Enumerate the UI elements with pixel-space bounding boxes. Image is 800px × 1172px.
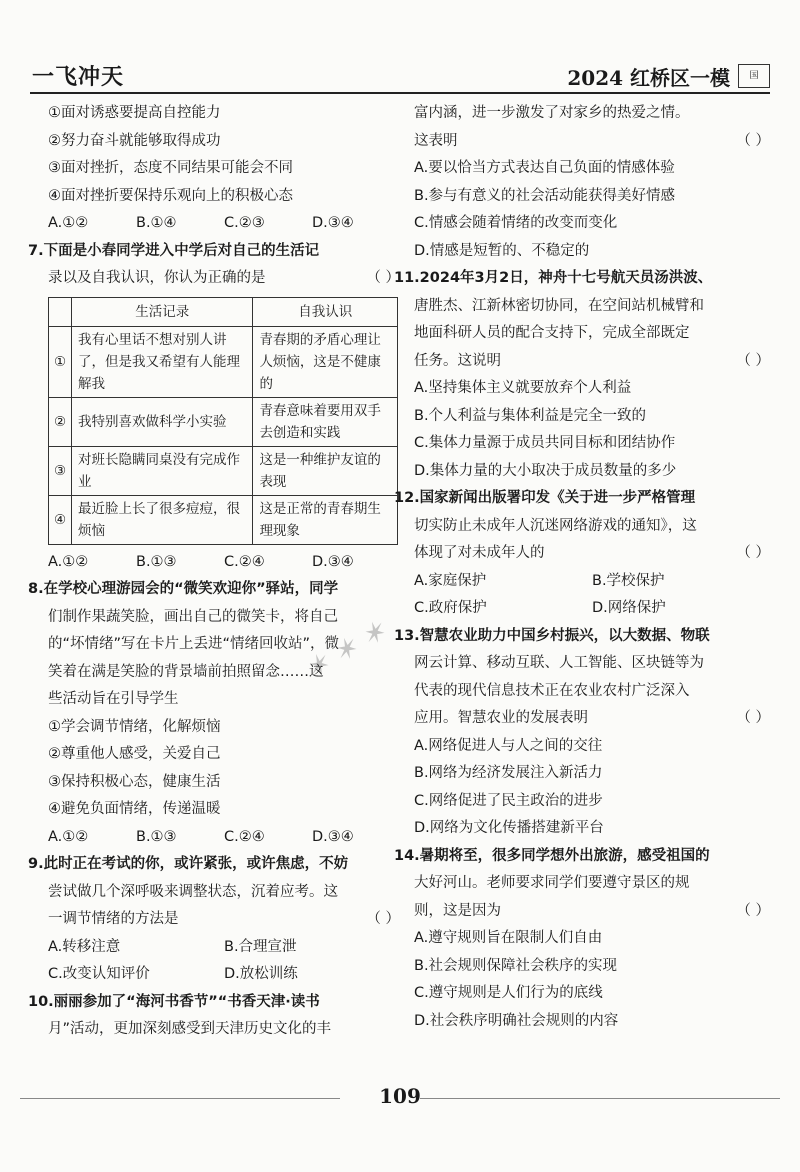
q8-stem-cont: 的“坏情绪”写在卡片上丢进“情绪回收站”，微 bbox=[48, 636, 340, 652]
q7-table bbox=[48, 297, 398, 545]
option-d[interactable]: D.社会秩序明确社会规则的内容 bbox=[414, 1012, 619, 1029]
q6-item: ②努力奋斗就能够取得成功 bbox=[48, 132, 221, 149]
q12-stem-cont: 切实防止未成年人沉迷网络游戏的通知》，这 bbox=[414, 517, 697, 534]
option-b[interactable]: B.社会规则保障社会秩序的实现 bbox=[414, 957, 618, 974]
q8-stem-cont: 些活动旨在引导学生 bbox=[48, 691, 179, 707]
option-d[interactable]: D.集体力量的大小取决于成员数量的多少 bbox=[414, 462, 677, 479]
answer-paren[interactable]: （ ） bbox=[736, 902, 770, 919]
table-header-self: 自我认识 bbox=[253, 297, 398, 326]
q14-stem-text: 则，这是因为 bbox=[414, 902, 501, 919]
row-index: ④ bbox=[49, 495, 72, 544]
q9-options bbox=[28, 961, 400, 989]
option-b[interactable]: B.网络为经济发展注入新活力 bbox=[414, 765, 603, 781]
option-d[interactable]: D.网络保护 bbox=[592, 600, 666, 616]
option-d[interactable]: D.放松训练 bbox=[224, 966, 298, 982]
row-self: 这是一种维护友谊的表现 bbox=[253, 446, 398, 495]
q9-stem-text: 一调节情绪的方法是 bbox=[48, 911, 179, 927]
q7-stem-cont bbox=[28, 265, 400, 293]
q8-stem: 8.在学校心理游园会的“微笑欢迎你”驿站，同学 bbox=[28, 581, 339, 597]
q10-stem-text: 这表明 bbox=[414, 132, 458, 149]
option-b[interactable]: B.①④ bbox=[136, 215, 177, 231]
q8-options bbox=[28, 824, 400, 852]
row-index: ③ bbox=[49, 446, 72, 495]
row-record: 我特别喜欢做科学小实验 bbox=[72, 397, 253, 446]
q8-item: ①学会调节情绪，化解烦恼 bbox=[48, 718, 221, 735]
q10-stem-cont: 月”活动，更加深刻感受到天津历史文化的丰 bbox=[48, 1021, 332, 1037]
option-a[interactable]: A.①② bbox=[48, 215, 89, 231]
q7-options bbox=[28, 549, 400, 577]
option-b[interactable]: B.学校保护 bbox=[592, 572, 665, 589]
table-row bbox=[49, 397, 398, 446]
q14-stem-cont bbox=[394, 898, 770, 926]
option-d[interactable]: D.③④ bbox=[312, 828, 354, 845]
q12-options bbox=[394, 595, 770, 623]
option-c[interactable]: C.网络促进了民主政治的进步 bbox=[414, 792, 603, 809]
option-b[interactable]: B.①③ bbox=[136, 553, 177, 570]
option-d[interactable]: D.情感是短暂的、不稳定的 bbox=[414, 242, 590, 259]
q8-item: ④避免负面情绪，传递温暖 bbox=[48, 801, 221, 817]
table-row bbox=[49, 446, 398, 495]
q13-stem-text: 应用。智慧农业的发展表明 bbox=[414, 710, 588, 726]
q8-stem-cont: 笑着在满是笑脸的背景墙前拍照留念……这 bbox=[48, 663, 324, 680]
q9-stem-cont: 尝试做几个深呼吸来调整状态，沉着应考。这 bbox=[48, 883, 338, 900]
q9-stem-cont bbox=[28, 906, 400, 934]
option-c[interactable]: C.②④ bbox=[224, 553, 265, 570]
header-title: 2024 红桥区一模 bbox=[567, 66, 730, 90]
row-record: 对班长隐瞒同桌没有完成作业 bbox=[72, 446, 253, 495]
option-c[interactable]: C.②③ bbox=[224, 215, 265, 231]
table-row bbox=[49, 326, 398, 397]
option-a[interactable]: A.坚持集体主义就要放弃个人利益 bbox=[414, 380, 632, 396]
q12-stem-text: 体现了对未成年人的 bbox=[414, 545, 545, 561]
q10-stem-cont bbox=[394, 128, 770, 156]
q11-stem: 11.2024年3月2日，神舟十七号航天员汤洪波、 bbox=[394, 270, 713, 286]
option-b[interactable]: B.合理宣泄 bbox=[224, 938, 297, 955]
option-c[interactable]: C.政府保护 bbox=[414, 600, 487, 616]
answer-paren[interactable]: （ ） bbox=[736, 352, 770, 369]
option-c[interactable]: C.改变认知评价 bbox=[48, 966, 150, 982]
q12-options bbox=[394, 568, 770, 596]
answer-paren[interactable]: （ ） bbox=[366, 270, 400, 286]
option-a[interactable]: A.①② bbox=[48, 828, 89, 845]
option-a[interactable]: A.①② bbox=[48, 553, 89, 570]
q13-stem-cont: 代表的现代信息技术正在农业农村广泛深入 bbox=[414, 682, 690, 699]
q9-options bbox=[28, 934, 400, 962]
q9-stem: 9.此时正在考试的你，或许紧张，或许焦虑，不妨 bbox=[28, 856, 349, 872]
row-index: ② bbox=[49, 397, 72, 446]
q6-item: ④面对挫折要保持乐观向上的积极心态 bbox=[48, 187, 293, 204]
row-index: ① bbox=[49, 326, 72, 397]
q11-stem-text: 任务。这说明 bbox=[414, 352, 501, 369]
option-a[interactable]: A.遵守规则旨在限制人们自由 bbox=[414, 930, 603, 946]
left-column bbox=[28, 100, 400, 1044]
option-c[interactable]: C.②④ bbox=[224, 828, 265, 845]
answer-paren[interactable]: （ ） bbox=[736, 710, 770, 726]
q7-stem: 7.下面是小春同学进入中学后对自己的生活记 bbox=[28, 242, 320, 259]
q8-stem-cont: 们制作果蔬笑脸，画出自己的微笑卡，将自己 bbox=[48, 608, 338, 625]
option-a[interactable]: A.要以恰当方式表达自己负面的情感体验 bbox=[414, 160, 675, 176]
q13-stem-cont: 网云计算、移动互联、人工智能、区块链等为 bbox=[414, 655, 704, 671]
q6-options bbox=[28, 210, 400, 238]
q6-item: ③面对挫折，态度不同结果可能会不同 bbox=[48, 160, 293, 176]
row-self: 青春期的矛盾心理让人烦恼，这是不健康的 bbox=[253, 326, 398, 397]
option-c[interactable]: C.情感会随着情绪的改变而变化 bbox=[414, 215, 618, 231]
option-a[interactable]: A.家庭保护 bbox=[414, 572, 487, 589]
page-number: 109 bbox=[379, 1084, 421, 1108]
option-d[interactable]: D.③④ bbox=[312, 553, 354, 570]
table-row bbox=[49, 495, 398, 544]
q11-stem-cont bbox=[394, 348, 770, 376]
row-self: 这是正常的青春期生理现象 bbox=[253, 495, 398, 544]
answer-paren[interactable]: （ ） bbox=[736, 545, 770, 561]
q7-stem-text: 录以及自我认识，你认为正确的是 bbox=[48, 270, 266, 286]
q12-stem: 12.国家新闻出版署印发《关于进一步严格管理 bbox=[394, 490, 696, 506]
answer-paren[interactable]: （ ） bbox=[366, 911, 400, 927]
q6-item: ①面对诱惑要提高自控能力 bbox=[48, 105, 221, 121]
q8-item: ②尊重他人感受，关爱自己 bbox=[48, 746, 221, 762]
q8-item: ③保持积极心态，健康生活 bbox=[48, 773, 221, 790]
option-d[interactable]: D.网络为文化传播搭建新平台 bbox=[414, 820, 604, 836]
option-b[interactable]: B.参与有意义的社会活动能获得美好情感 bbox=[414, 187, 676, 204]
q14-stem: 14.暑期将至，很多同学想外出旅游，感受祖国的 bbox=[394, 847, 710, 864]
option-b[interactable]: B.个人利益与集体利益是完全一致的 bbox=[414, 407, 647, 424]
option-d[interactable]: D.③④ bbox=[312, 215, 354, 231]
q11-stem-cont: 唐胜杰、江新林密切协同，在空间站机械臂和 bbox=[414, 297, 704, 314]
option-c[interactable]: C.遵守规则是人们行为的底线 bbox=[414, 985, 603, 1001]
q14-stem-cont: 大好河山。老师要求同学们要遵守景区的规 bbox=[414, 875, 690, 891]
q11-stem-cont: 地面科研人员的配合支持下，完成全部既定 bbox=[414, 325, 690, 341]
q13-stem: 13.智慧农业助力中国乡村振兴，以大数据、物联 bbox=[394, 627, 710, 644]
row-record: 我有心里话不想对别人讲了，但是我又希望有人能理解我 bbox=[72, 326, 253, 397]
q10-stem-cont: 富内涵，进一步激发了对家乡的热爱之情。 bbox=[414, 105, 690, 121]
right-column bbox=[394, 100, 770, 1035]
option-b[interactable]: B.①③ bbox=[136, 828, 177, 845]
page-footer bbox=[0, 1084, 800, 1108]
row-self: 青春意味着要用双手去创造和实践 bbox=[253, 397, 398, 446]
option-c[interactable]: C.集体力量源于成员共同目标和团结协作 bbox=[414, 435, 676, 451]
watermark-stamp: ✶ ✶ ✶ bbox=[298, 613, 392, 687]
page-header bbox=[30, 58, 770, 94]
answer-paren[interactable]: （ ） bbox=[736, 132, 770, 149]
table-corner bbox=[49, 297, 72, 326]
q10-stem: 10.丽丽参加了“海河书香节”“书香天津·读书 bbox=[28, 993, 320, 1010]
row-record: 最近脸上长了很多痘痘，很烦恼 bbox=[72, 495, 253, 544]
q12-stem-cont bbox=[394, 540, 770, 568]
option-a[interactable]: A.转移注意 bbox=[48, 938, 121, 955]
q13-stem-cont bbox=[394, 705, 770, 733]
table-header-record: 生活记录 bbox=[72, 297, 253, 326]
option-a[interactable]: A.网络促进人与人之间的交往 bbox=[414, 737, 603, 754]
header-corner-box: 国 bbox=[738, 64, 770, 88]
brand-logo: 一飞冲天 bbox=[32, 64, 125, 90]
